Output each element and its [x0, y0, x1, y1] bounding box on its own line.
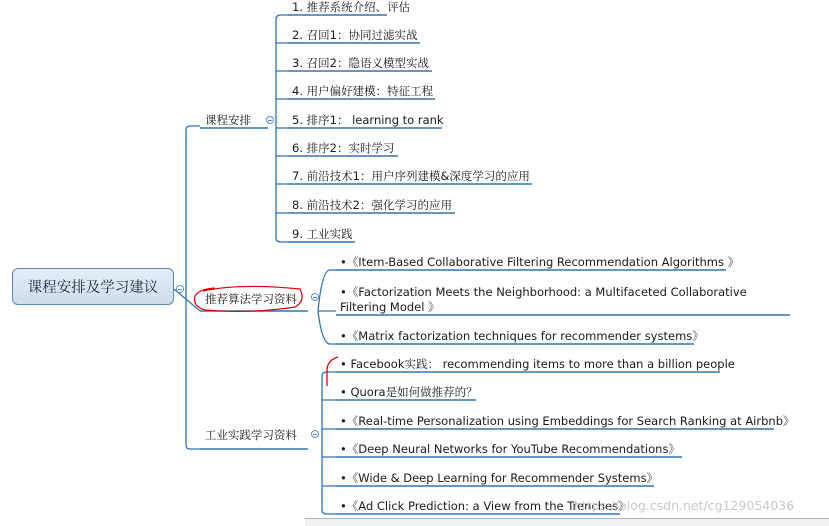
algorithm-paper-item[interactable]: •《Matrix factorization techniques for recommender systems》 — [340, 329, 704, 343]
root-label: 课程安排及学习建议 — [27, 280, 159, 296]
course-item[interactable]: 7. 前沿技术1：用户序列建模&深度学习的应用 — [292, 169, 530, 183]
collapse-toggle-branch-3[interactable] — [311, 430, 319, 438]
course-item[interactable]: 8. 前沿技术2：强化学习的应用 — [292, 198, 452, 212]
connector-branch-2 — [318, 270, 336, 344]
watermark: https://blog.csdn.net/cg129054036 — [574, 498, 795, 513]
course-item[interactable]: 6. 排序2：实时学习 — [292, 141, 395, 155]
industry-resource-item[interactable]: •《Real-time Personalization using Embeddings for Search Ranking at Airbnb》 — [340, 414, 795, 428]
industry-resource-item[interactable]: •《Wide & Deep Learning for Recommender Systems》 — [340, 471, 659, 485]
course-item[interactable]: 2. 召回1：协同过滤实战 — [292, 28, 418, 42]
branch-label-2[interactable]: 推荐算法学习资料 — [205, 292, 297, 306]
industry-resource-item[interactable]: • Quora是如何做推荐的？ — [340, 385, 478, 399]
root-node[interactable] — [12, 268, 174, 305]
collapse-toggle-branch-2[interactable] — [311, 293, 319, 301]
industry-resource-item[interactable]: • Facebook实践： recommending items to more than a billion people — [340, 357, 735, 371]
industry-resource-item[interactable]: •《Ad Click Prediction: a View from the Trenches》 — [340, 499, 630, 513]
course-item[interactable]: 1. 推荐系统介绍、评估 — [292, 0, 411, 14]
course-item[interactable]: 3. 召回2：隐语义模型实战 — [292, 56, 429, 70]
course-item[interactable]: 4. 用户偏好建模：特征工程 — [292, 84, 434, 98]
algorithm-paper-item[interactable]: •《Factorization Meets the Neighborhood: a Multifaceted Collaborative Filtering Model 》 — [340, 285, 747, 314]
algorithm-paper-item[interactable]: •《Item-Based Collaborative Filtering Recommendation Algorithms 》 — [340, 255, 740, 269]
connector-branch-3 — [322, 372, 336, 514]
branch-label-1[interactable]: 课程安排 — [205, 113, 251, 127]
course-item[interactable]: 5. 排序1： learning to rank — [292, 113, 444, 127]
collapse-toggle-branch-1[interactable] — [266, 116, 274, 124]
collapse-toggle-root[interactable] — [176, 285, 184, 293]
course-item[interactable]: 9. 工业实践 — [292, 227, 353, 241]
industry-resource-item[interactable]: •《Deep Neural Networks for YouTube Recommendations》 — [340, 442, 680, 456]
branch-label-3[interactable]: 工业实践学习资料 — [205, 428, 297, 442]
